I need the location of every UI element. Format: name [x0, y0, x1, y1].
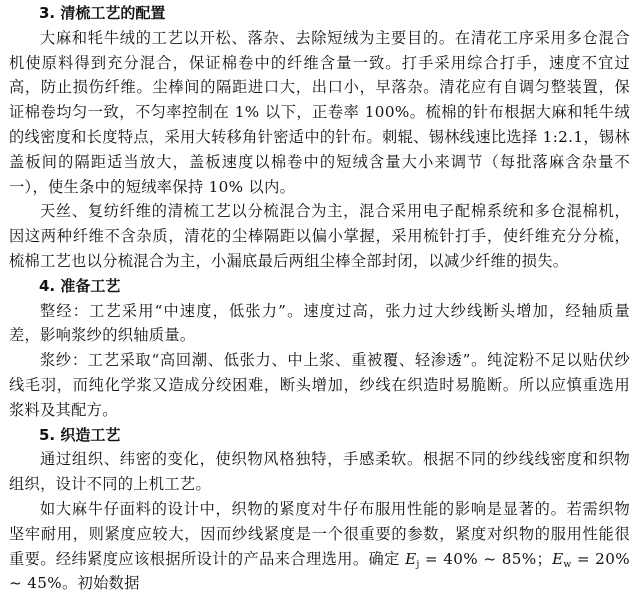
paragraph-warping: 整经：工艺采用“中速度，低张力”。速度过高，张力过大纱线断头增加，经轴质量差，影响浆纱的织轴质量。	[9, 301, 630, 345]
section-heading-weaving: 5. 织造工艺	[39, 425, 121, 444]
paragraph-sizing: 浆纱：工艺采取“高回潮、低张力、中上浆、重被覆、轻渗透”。纯淀粉不足以贴伏纱线毛羽，而纯化学浆又造成分绞困难，断头增加，纱线在织造时易脆断。所以应慎重选用浆料及其配方。	[9, 351, 630, 419]
trailing-text: 初始数据	[77, 574, 140, 593]
paragraph-weave-structure: 通过组织、纬密的变化，使织物风格独特，手感柔软。根据不同的纱线线密度和织物组织，设计不同的上机工艺。	[9, 450, 630, 494]
paragraph-denim-tightness	[9, 497, 630, 596]
warp-tightness-symbol: E	[405, 549, 417, 568]
section-heading-qingshu: 3. 清梳工艺的配置	[39, 4, 166, 22]
warp-subscript: j	[416, 559, 420, 570]
weft-tightness-range: = 20% ~ 45%。	[9, 549, 630, 593]
paragraph-hemp-yak-carding: 大麻和牦牛绒的工艺以开松、落杂、去除短绒为主要目的。在清花工序采用多仓混合机使原料得到充分混合，保证棉卷中的纤维含量一致。打手采用综合打手，速度不宜过高，防止损伤纤维。尘棒间的隔距进口大，出口小，早落杂。清花应有自调匀整装置，保证棉卷均匀一致，不匀率控制在 1% 以下，正卷率 100%。梳棉的针布根据大麻和牦牛绒的线密度和长度特点，采用大转移角针密适中的针布。刺辊、锡林线速比选择 1:2.1，锡林盖板间的隔距适当放大，盖板速度以棉卷中的短绒含量大小来调节（每批落麻含杂量不一），使生条中的短绒率保持 10% 以内。	[9, 28, 630, 196]
section-heading-preparation: 4. 准备工艺	[39, 276, 121, 295]
paragraph-tencel-carding: 天丝、复纺纤维的清梳工艺以分梳混合为主，混合采用电子配棉系统和多仓混棉机，因这两种纤维不含杂质，清花的尘棒隔距以偏小掌握，采用梳针打手，使纤维充分分梳，梳棉工艺也以分梳混合为主，小漏底最后两组尘棒全部封闭，以减少纤维的损失。	[9, 202, 630, 270]
tightness-text: 如大麻牛仔面料的设计中，织物的紧度对牛仔布服用性能的影响是显著的。若需织物坚牢耐用，则紧度应较大，因而纱线紧度是一个很重要的参数，紧度对织物的服用性能很重要。经纬紧度应该根据所设计的产品来合理选用。确定	[9, 499, 630, 568]
weft-subscript: w	[563, 559, 572, 570]
warp-tightness-range: = 40% ~ 85%；	[419, 549, 553, 568]
weft-tightness-symbol: E	[552, 549, 564, 568]
